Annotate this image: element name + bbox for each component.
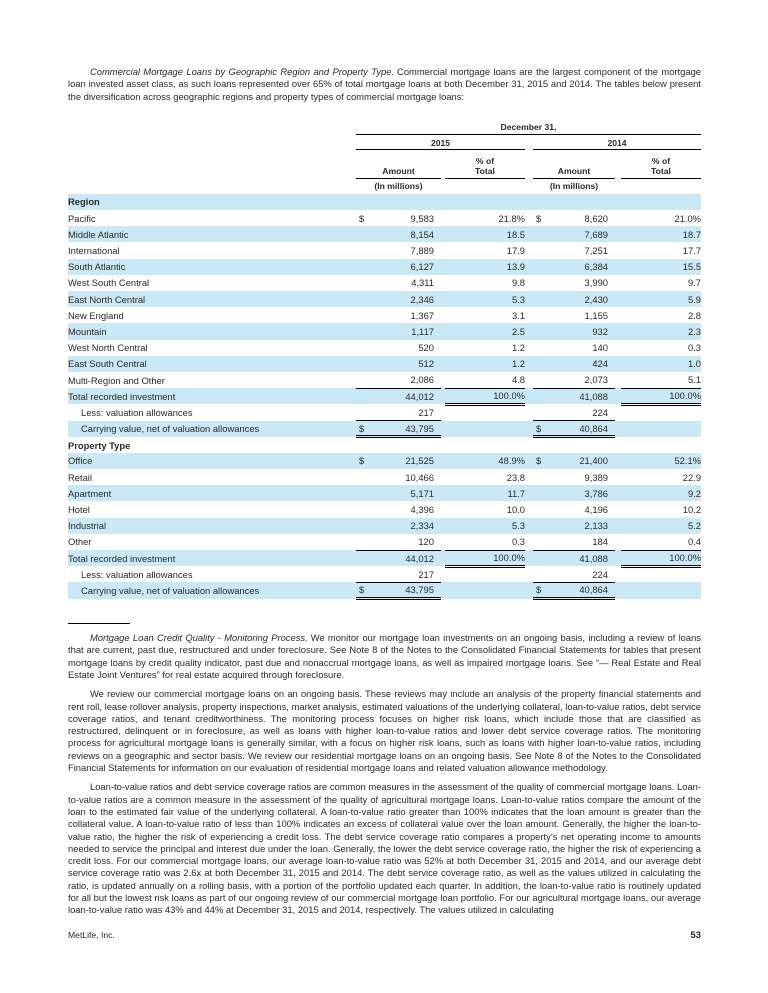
gap-cell xyxy=(525,404,533,420)
column-header-pct-2014 xyxy=(621,150,701,179)
amount-2015-cell xyxy=(356,323,441,339)
amount-2014-cell xyxy=(533,469,615,485)
amount-2015-cell xyxy=(356,421,441,437)
pct-2014-cell: 5.1 xyxy=(687,374,702,386)
table-header-units-row xyxy=(356,179,701,194)
row-label: Pacific xyxy=(68,212,96,224)
dollar-sign: $ xyxy=(536,422,542,434)
amount-value: 1,155 xyxy=(584,309,608,321)
credit-quality-paragraph-lead: Mortgage Loan Credit Quality - Monitoring Process. xyxy=(90,632,308,644)
amount-value: 520 xyxy=(418,342,434,354)
gap-cell xyxy=(525,566,533,582)
table-row xyxy=(68,372,701,388)
amount-2014-cell xyxy=(533,291,615,307)
amount-value: 5,171 xyxy=(410,487,434,499)
table-header-years-row xyxy=(356,135,701,150)
amount-value: 2,430 xyxy=(584,293,608,305)
amount-value: 44,012 xyxy=(405,390,434,402)
amount-2015-cell xyxy=(356,582,441,598)
amount-value: 7,251 xyxy=(584,245,608,257)
credit-quality-paragraph xyxy=(68,632,701,681)
row-label: Multi-Region and Other xyxy=(68,374,165,386)
pct-2014-cell: 2.3 xyxy=(621,323,701,339)
pct-2014-cell: 5.2 xyxy=(621,518,701,534)
row-label: Mountain xyxy=(68,323,356,339)
dollar-sign: $ xyxy=(359,584,365,596)
pct-2014-cell: 21.0% xyxy=(674,212,702,224)
amount-2015-cell xyxy=(356,566,441,582)
table-section-row xyxy=(68,194,701,210)
amount-value: 424 xyxy=(592,358,608,370)
amount-value: 1,117 xyxy=(411,325,434,337)
amount-value: 43,795 xyxy=(405,584,434,596)
amount-value: 2,346 xyxy=(410,293,434,305)
pct-2015-cell: 21.8% xyxy=(498,212,525,224)
section-label: Property Type xyxy=(68,440,131,452)
table-header xyxy=(68,122,701,194)
row-label: Less: valuation allowances xyxy=(81,406,193,418)
pct-2014-cell xyxy=(621,404,701,420)
gap-cell xyxy=(525,518,533,534)
table-row xyxy=(68,421,701,437)
amount-value: 21,525 xyxy=(405,455,434,467)
review-process-paragraph xyxy=(68,688,701,774)
row-label: Total recorded investment xyxy=(68,550,356,566)
amount-2015-cell xyxy=(356,259,441,275)
amount-2014-cell xyxy=(533,323,615,339)
table-header-columns-row xyxy=(356,150,701,179)
table-row xyxy=(68,566,701,582)
amount-2014-cell xyxy=(533,421,615,437)
gap-cell xyxy=(525,485,533,501)
amount-2015-cell xyxy=(356,404,441,420)
amount-2015-cell xyxy=(356,518,441,534)
loans-table-body xyxy=(68,194,701,599)
amount-value: 44,012 xyxy=(405,552,434,564)
pct-2015-cell: 100.0% xyxy=(445,388,525,404)
pct-2015-cell: 2.5 xyxy=(445,323,525,339)
row-label: Other xyxy=(68,536,92,548)
amount-2014-cell xyxy=(533,550,615,566)
amount-2015-cell xyxy=(356,226,441,242)
amount-2015-cell xyxy=(356,340,441,356)
loan-to-value-paragraph-text: Loan-to-value ratios and debt service coverage ratios are common measures in the assessment of the quality of commercial mortgage loans. Loan-to-value ratios are a common measure in the assessment of the quality of agricultural mortgage loans. Loan-to-value ratios compare the amount of the loan to the estimated fair value of the underlying collateral. A loan-to-value ratio greater than 100% indicates that the loan amount is greater than the collateral value. A loan-to-value ratio of less than 100% indicates an excess of collateral value over the loan amount. Generally, the higher the loan-to-value ratio, the higher the risk of experiencing a credit loss. The debt service coverage ratio compares a property’s net operating income to amounts needed to service the principal and interest due under the loan. Generally, the lower the debt service coverage ratio, the higher the risk of experiencing a credit loss. For our commercial mortgage loans, our average loan-to-value ratio was 52% at both December 31, 2015 and 2014, and our average debt service coverage ratio was 2.6x at both December 31, 2015 and 2014. The debt service coverage ratio, as well as the values utilized in calculating the ratio, is updated annually on a rolling basis, with a portion of the portfolio updated each quarter. In addition, the loan-to-value ratio is routinely updated for all but the lowest risk loans as part of our ongoing review of our commercial mortgage loan portfolio. For our agricultural mortgage loans, our average loan-to-value ratio was 43% and 44% at December 31, 2015 and 2014, respectively. The values utilized in calculating xyxy=(68,781,701,916)
gap-cell xyxy=(525,275,533,291)
amount-2015-cell xyxy=(356,534,441,550)
pct-2014-cell xyxy=(621,421,701,437)
table-row xyxy=(68,226,701,242)
amount-2014-cell xyxy=(533,485,615,501)
amount-value: 224 xyxy=(592,568,608,580)
amount-value: 140 xyxy=(592,342,608,354)
footer-page-number: 53 xyxy=(690,930,701,941)
dollar-sign: $ xyxy=(359,422,365,434)
table-header-year-2014: 2014 xyxy=(533,135,701,150)
pct-label: % of Total xyxy=(475,155,495,176)
gap-cell xyxy=(525,356,533,372)
table-row xyxy=(68,534,701,550)
amount-value: 6,127 xyxy=(410,261,434,273)
row-label: Apartment xyxy=(68,485,356,501)
pct-2014-cell: 1.0 xyxy=(621,356,701,372)
gap-cell xyxy=(525,582,533,598)
amount-2015-cell xyxy=(356,501,441,517)
pct-2015-cell: 23.8 xyxy=(506,471,525,483)
amount-2014-cell xyxy=(533,259,615,275)
amount-value: 43,795 xyxy=(405,422,434,434)
amount-2014-cell xyxy=(533,388,615,404)
amount-value: 1,367 xyxy=(410,309,434,321)
row-label: East North Central xyxy=(68,291,356,307)
gap-cell xyxy=(525,388,533,404)
amount-value: 224 xyxy=(592,406,608,418)
amount-value: 40,864 xyxy=(579,422,608,434)
amount-value: 3,990 xyxy=(584,277,608,289)
pct-2014-cell: 18.7 xyxy=(621,226,701,242)
pct-2015-cell: 4.8 xyxy=(511,374,525,386)
amount-value: 120 xyxy=(418,536,434,548)
pct-2015-cell: 11.7 xyxy=(445,485,525,501)
amount-2015-cell xyxy=(356,242,441,258)
table-row xyxy=(68,404,701,420)
page-footer xyxy=(68,930,701,941)
amount-2014-cell xyxy=(533,518,615,534)
pct-2014-cell: 5.9 xyxy=(621,291,701,307)
gap-cell xyxy=(525,421,533,437)
pct-2014-cell: 100.0% xyxy=(621,388,701,404)
amount-2014-cell xyxy=(533,242,615,258)
amount-2015-cell xyxy=(356,388,441,404)
pct-2015-cell xyxy=(445,582,525,598)
amount-2014-cell xyxy=(533,404,615,420)
amount-2014-cell xyxy=(533,453,615,469)
row-label: Hotel xyxy=(68,504,90,516)
amount-value: 512 xyxy=(418,358,434,370)
amount-2015-cell xyxy=(356,453,441,469)
units-label-2014: (In millions) xyxy=(549,181,599,192)
dollar-sign: $ xyxy=(359,455,365,467)
footnote-rule xyxy=(68,623,130,624)
amount-2015-cell xyxy=(356,210,441,226)
amount-2015-cell xyxy=(356,291,441,307)
amount-value: 217 xyxy=(418,568,434,580)
pct-2015-cell: 5.3 xyxy=(445,291,525,307)
pct-2014-cell: 15.5 xyxy=(621,259,701,275)
table-row xyxy=(68,242,701,258)
credit-quality-paragraph-text: We monitor our mortgage loan investments on an ongoing basis, including a review of loans that are current, past due, restructured and under foreclosure. See Note 8 of the Notes to the Consolidated Financial Statements for tables that present mortgage loans by credit quality indicator, past due and nonaccrual mortgage loans, as well as impaired mortgage loans. See “— Real Estate and Real Estate Joint Ventures” for real estate acquired through foreclosure. xyxy=(68,632,701,680)
amount-2014-cell xyxy=(533,210,615,226)
gap-cell xyxy=(525,340,533,356)
pct-2015-cell: 18.5 xyxy=(445,226,525,242)
pct-2015-cell: 17.9 xyxy=(506,245,525,257)
amount-2014-cell xyxy=(533,501,615,517)
units-label-2015: (In millions) xyxy=(374,181,423,192)
amount-2014-cell xyxy=(533,566,615,582)
amount-2014-cell xyxy=(533,340,615,356)
amount-value: 9,389 xyxy=(584,471,608,483)
amount-value: 4,196 xyxy=(584,504,608,516)
pct-2015-cell: 9.8 xyxy=(511,277,525,289)
commercial-mortgage-loans-table xyxy=(68,194,701,600)
amount-value: 41,088 xyxy=(579,390,608,402)
loan-to-value-paragraph xyxy=(68,781,701,916)
gap-cell xyxy=(525,323,533,339)
row-label: Less: valuation allowances xyxy=(81,568,193,580)
row-label: Industrial xyxy=(68,518,356,534)
table-header-date-label: December 31, xyxy=(356,122,701,135)
amount-value: 217 xyxy=(418,406,434,418)
pct-label: % of Total xyxy=(651,155,671,176)
amount-value: 8,154 xyxy=(410,228,434,240)
pct-2014-cell: 2.8 xyxy=(687,309,702,321)
pct-2015-cell: 0.3 xyxy=(511,536,525,548)
pct-2014-cell: 9.2 xyxy=(621,485,701,501)
table-row xyxy=(68,323,701,339)
gap-cell xyxy=(525,550,533,566)
pct-2015-cell xyxy=(445,421,525,437)
pct-2015-cell: 48.9% xyxy=(445,453,525,469)
amount-2015-cell xyxy=(356,485,441,501)
amount-value: 2,086 xyxy=(410,374,434,386)
gap-cell xyxy=(525,242,533,258)
dollar-sign: $ xyxy=(536,212,542,224)
amount-value: 932 xyxy=(592,325,608,337)
table-row xyxy=(68,291,701,307)
amount-value: 40,864 xyxy=(579,584,608,596)
pct-2015-cell: 1.2 xyxy=(445,356,525,372)
column-gap xyxy=(525,179,533,194)
pct-2015-cell: 10.0 xyxy=(506,504,525,516)
amount-value: 6,384 xyxy=(584,261,608,273)
row-label: New England xyxy=(68,309,124,321)
amount-2014-cell xyxy=(533,534,615,550)
dollar-sign: $ xyxy=(359,212,365,224)
table-row xyxy=(68,469,701,485)
row-label: Middle Atlantic xyxy=(68,226,356,242)
dollar-sign: $ xyxy=(536,584,542,596)
amount-value: 8,620 xyxy=(584,212,608,224)
table-row xyxy=(68,518,701,534)
table-header-year-2015: 2015 xyxy=(356,135,525,150)
table-header-date-row xyxy=(356,122,701,135)
table-row xyxy=(68,582,701,598)
table-row xyxy=(68,388,701,404)
section-label: Region xyxy=(68,194,701,210)
gap-cell xyxy=(525,210,533,226)
amount-value: 10,466 xyxy=(405,471,434,483)
row-label: Retail xyxy=(68,471,92,483)
amount-value: 2,133 xyxy=(584,520,608,532)
amount-value: 2,334 xyxy=(410,520,434,532)
table-row xyxy=(68,307,701,323)
amount-value: 9,583 xyxy=(410,212,434,224)
amount-2014-cell xyxy=(533,226,615,242)
amount-2015-cell xyxy=(356,307,441,323)
pct-2015-cell xyxy=(445,404,525,420)
gap-cell xyxy=(525,453,533,469)
table-section-row xyxy=(68,437,701,453)
pct-2015-cell: 5.3 xyxy=(445,518,525,534)
table-row xyxy=(68,550,701,566)
amount-2015-cell xyxy=(356,469,441,485)
intro-paragraph-text: Commercial mortgage loans are the largest component of the mortgage loan invested asset class, as such loans represented over 65% of total mortgage loans at both December 31, 2015 and 2014. The tables below present the diversification across geographic regions and property types of commercial mortgage loans: xyxy=(68,66,701,102)
amount-value: 7,889 xyxy=(410,245,434,257)
column-header-pct-2015 xyxy=(445,150,525,179)
gap-cell xyxy=(525,534,533,550)
pct-2015-cell: 3.1 xyxy=(511,309,525,321)
row-label: East South Central xyxy=(68,356,356,372)
table-row xyxy=(68,501,701,517)
intro-paragraph-lead: Commercial Mortgage Loans by Geographic Region and Property Type. xyxy=(90,66,395,77)
amount-2015-cell xyxy=(356,356,441,372)
pct-2015-cell: 100.0% xyxy=(445,550,525,566)
amount-value: 41,088 xyxy=(579,552,608,564)
amount-2014-cell xyxy=(533,372,615,388)
intro-paragraph xyxy=(68,66,701,103)
gap-cell xyxy=(525,291,533,307)
column-header-amount-2015: Amount xyxy=(356,150,441,179)
amount-2014-cell xyxy=(533,307,615,323)
table-header-year-gap xyxy=(525,135,533,150)
gap-cell xyxy=(525,469,533,485)
table-row xyxy=(68,340,701,356)
pct-2014-cell: 0.4 xyxy=(687,536,702,548)
pct-2014-cell: 52.1% xyxy=(621,453,701,469)
review-process-paragraph-text: We review our commercial mortgage loans on an ongoing basis. These reviews may include an analysis of the property financial statements and rent roll, lease rollover analysis, property inspections, market analysis, estimated valuations of the underlying collateral, loan-to-value ratios, debt service coverage ratios, and tenant creditworthiness. The monitoring process focuses on higher risk loans, which include those that are classified as restructured, delinquent or in foreclosure, as well as loans with higher loan-to-value ratios and lower debt service coverage ratios. The monitoring process for agricultural mortgage loans is generally similar, with a focus on higher risk loans, such as loans with higher loan-to-value ratios, including reviews on a geographic and sector basis. We review our residential mortgage loans on an ongoing basis. See Note 8 of the Notes to the Consolidated Financial Statements for information on our evaluation of residential mortgage loans and related valuation allowance methodology. xyxy=(68,688,701,774)
row-label: West South Central xyxy=(68,277,150,289)
column-gap xyxy=(525,150,533,179)
units-spacer xyxy=(621,179,701,194)
amount-value: 7,689 xyxy=(584,228,608,240)
amount-value: 21,400 xyxy=(579,455,608,467)
pct-2014-cell: 0.3 xyxy=(687,342,702,354)
pct-2014-cell: 9.7 xyxy=(687,277,702,289)
pct-2014-cell: 10.2 xyxy=(682,504,702,516)
pct-2014-cell xyxy=(621,566,701,582)
dollar-sign: $ xyxy=(536,455,542,467)
table-row xyxy=(68,485,701,501)
footer-company-name: MetLife, Inc. xyxy=(68,930,115,940)
units-spacer xyxy=(445,179,525,194)
pct-2014-cell: 100.0% xyxy=(621,550,701,566)
amount-value: 4,396 xyxy=(410,504,434,516)
column-header-amount-2014: Amount xyxy=(533,150,615,179)
row-label: International xyxy=(68,245,120,257)
pct-2015-cell xyxy=(445,566,525,582)
gap-cell xyxy=(525,372,533,388)
gap-cell xyxy=(525,226,533,242)
pct-2015-cell: 1.2 xyxy=(511,342,525,354)
amount-value: 184 xyxy=(592,536,608,548)
pct-2014-cell: 17.7 xyxy=(682,245,702,257)
table-row xyxy=(68,453,701,469)
row-label: West North Central xyxy=(68,342,148,354)
pct-2014-cell xyxy=(621,582,701,598)
table-row xyxy=(68,210,701,226)
table-row xyxy=(68,275,701,291)
gap-cell xyxy=(525,501,533,517)
amount-2014-cell xyxy=(533,275,615,291)
amount-2015-cell xyxy=(356,275,441,291)
pct-2015-cell: 13.9 xyxy=(445,259,525,275)
row-label: Carrying value, net of valuation allowances xyxy=(68,582,356,598)
amount-value: 3,786 xyxy=(584,487,608,499)
amount-2015-cell xyxy=(356,550,441,566)
page-content xyxy=(68,66,701,924)
amount-2014-cell xyxy=(533,582,615,598)
gap-cell xyxy=(525,259,533,275)
gap-cell xyxy=(525,307,533,323)
amount-2015-cell xyxy=(356,372,441,388)
table-row xyxy=(68,356,701,372)
row-label: Office xyxy=(68,453,356,469)
row-label: Carrying value, net of valuation allowances xyxy=(68,421,356,437)
row-label: South Atlantic xyxy=(68,259,356,275)
amount-2014-cell xyxy=(533,356,615,372)
row-label: Total recorded investment xyxy=(68,388,356,404)
pct-2014-cell: 22.9 xyxy=(682,471,702,483)
amount-value: 4,311 xyxy=(411,277,434,289)
table-row xyxy=(68,259,701,275)
amount-value: 2,073 xyxy=(584,374,608,386)
